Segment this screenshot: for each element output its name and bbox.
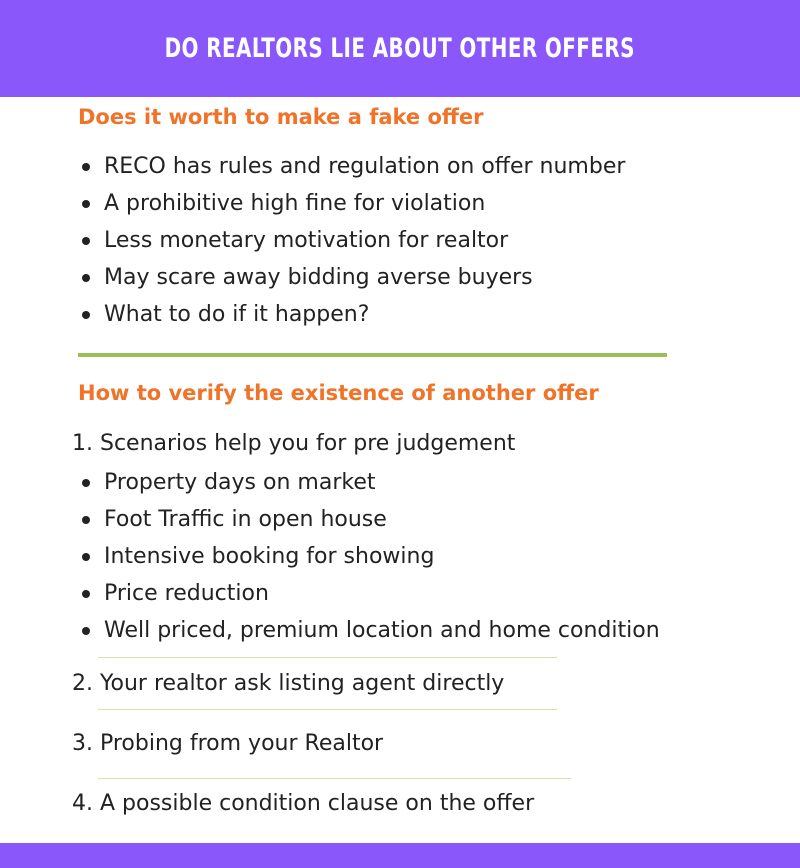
list-item: A prohibitive high fine for violation bbox=[78, 185, 625, 222]
list-item: Well priced, premium location and home condition bbox=[78, 612, 660, 649]
list-item: Less monetary motivation for realtor bbox=[78, 222, 625, 259]
item-divider bbox=[98, 778, 571, 779]
fake-offer-bullet-list bbox=[78, 148, 625, 333]
section-heading-fake-offer: Does it worth to make a fake offer bbox=[78, 105, 484, 129]
list-item: RECO has rules and regulation on offer number bbox=[78, 148, 625, 185]
list-item: May scare away bidding averse buyers bbox=[78, 259, 625, 296]
list-item: What to do if it happen? bbox=[78, 296, 625, 333]
list-item: Foot Traffic in open house bbox=[78, 501, 660, 538]
numbered-item-1: 1. Scenarios help you for pre judgement bbox=[72, 431, 516, 456]
title-banner bbox=[0, 0, 800, 97]
item-divider bbox=[98, 657, 557, 658]
page-title: DO REALTORS LIE ABOUT OTHER OFFERS bbox=[164, 33, 636, 64]
scenario-bullet-list bbox=[78, 464, 660, 649]
list-item: Price reduction bbox=[78, 575, 660, 612]
section-heading-verify-offer: How to verify the existence of another offer bbox=[78, 381, 599, 405]
list-item: Property days on market bbox=[78, 464, 660, 501]
footer-bar bbox=[0, 843, 800, 868]
numbered-item-4: 4. A possible condition clause on the offer bbox=[72, 791, 535, 816]
list-item: Intensive booking for showing bbox=[78, 538, 660, 575]
numbered-item-2: 2. Your realtor ask listing agent directly bbox=[72, 671, 505, 696]
numbered-item-3: 3. Probing from your Realtor bbox=[72, 731, 384, 756]
item-divider bbox=[98, 709, 557, 710]
section-divider bbox=[78, 353, 667, 357]
